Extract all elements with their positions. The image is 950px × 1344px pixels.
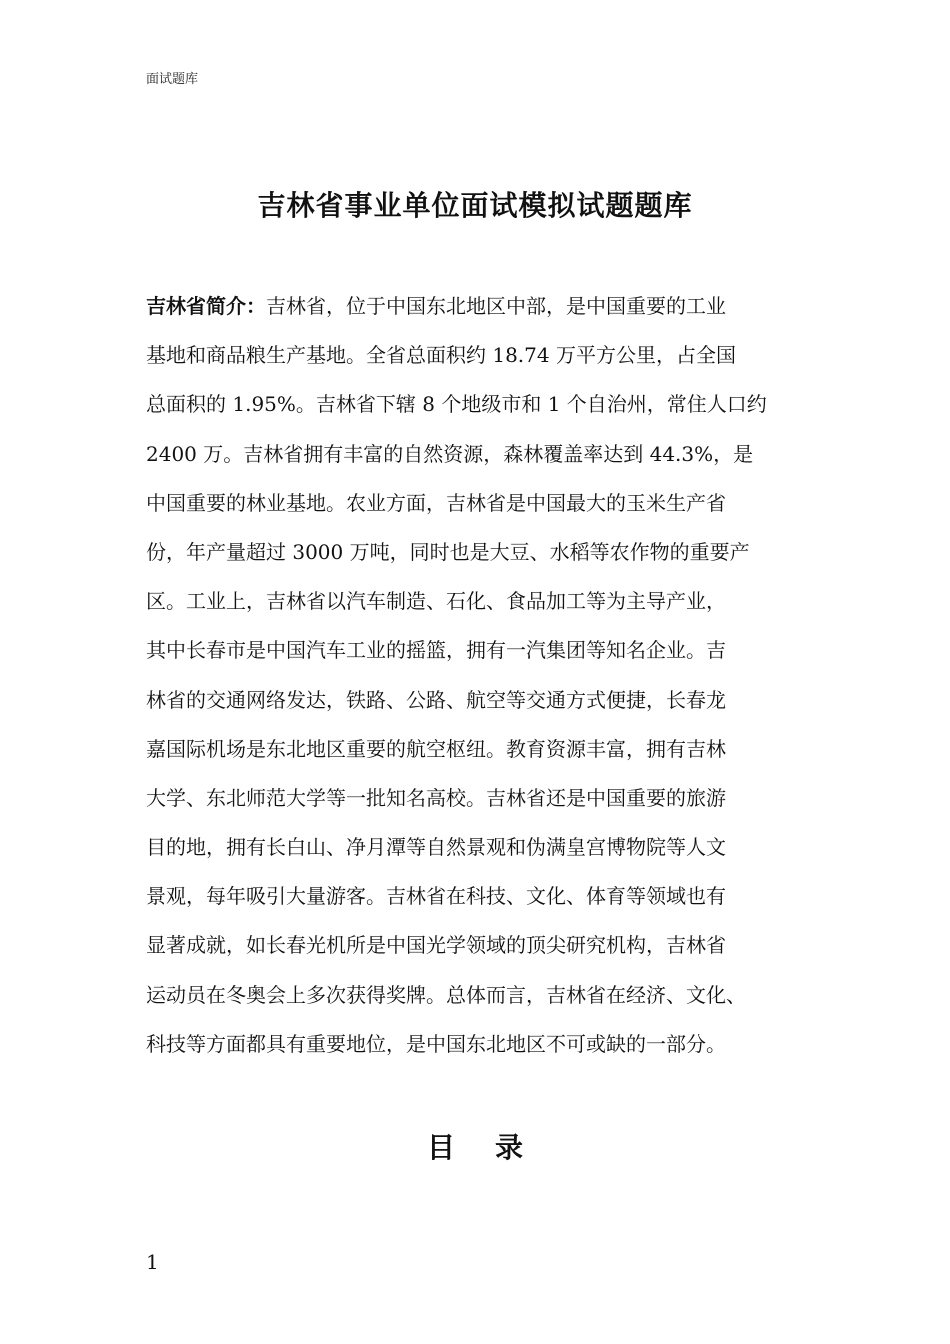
intro-line: 运动员在冬奥会上多次获得奖牌。总体而言，吉林省在经济、文化、 (146, 982, 746, 1007)
intro-line: 目的地，拥有长白山、净月潭等自然景观和伪满皇宫博物院等人文 (146, 835, 726, 860)
page-header: 面试题库 (146, 72, 199, 87)
intro-line: 科技等方面都具有重要地位，是中国东北地区不可或缺的一部分。 (146, 1031, 726, 1056)
intro-text: 吉林省，位于中国东北地区中部，是中国重要的工业 (266, 294, 726, 318)
toc-heading-char: 录 (495, 1131, 524, 1164)
intro-line: 份，年产量超过 3000 万吨，同时也是大豆、水稻等农作物的重要产 (146, 539, 750, 564)
toc-heading (0, 1126, 950, 1166)
intro-lead: 吉林省简介： (146, 294, 266, 318)
intro-line: 林省的交通网络发达，铁路、公路、航空等交通方式便捷，长春龙 (146, 687, 726, 712)
intro-paragraph (146, 282, 826, 1069)
intro-line: 其中长春市是中国汽车工业的摇篮，拥有一汽集团等知名企业。吉 (146, 638, 726, 663)
intro-line: 中国重要的林业基地。农业方面，吉林省是中国最大的玉米生产省 (146, 490, 726, 515)
intro-line-1 (146, 282, 826, 331)
intro-line: 大学、东北师范大学等一批知名高校。吉林省还是中国重要的旅游 (146, 785, 726, 810)
page-number: 1 (146, 1250, 159, 1274)
intro-line: 总面积的 1.95%。吉林省下辖 8 个地级市和 1 个自治州，常住人口约 (146, 392, 767, 417)
intro-line: 景观，每年吸引大量游客。吉林省在科技、文化、体育等领域也有 (146, 884, 726, 909)
intro-line: 嘉国际机场是东北地区重要的航空枢纽。教育资源丰富，拥有吉林 (146, 736, 726, 761)
document-title: 吉林省事业单位面试模拟试题题库 (257, 189, 693, 222)
intro-line: 基地和商品粮生产基地。全省总面积约 18.74 万平方公里，占全国 (146, 343, 736, 368)
intro-line: 显著成就，如长春光机所是中国光学领域的顶尖研究机构，吉林省 (146, 933, 726, 958)
intro-line: 2400 万。吉林省拥有丰富的自然资源，森林覆盖率达到 44.3%，是 (146, 441, 754, 466)
intro-line: 区。工业上，吉林省以汽车制造、石化、食品加工等为主导产业， (146, 589, 726, 614)
toc-heading-char: 目 (426, 1131, 455, 1164)
